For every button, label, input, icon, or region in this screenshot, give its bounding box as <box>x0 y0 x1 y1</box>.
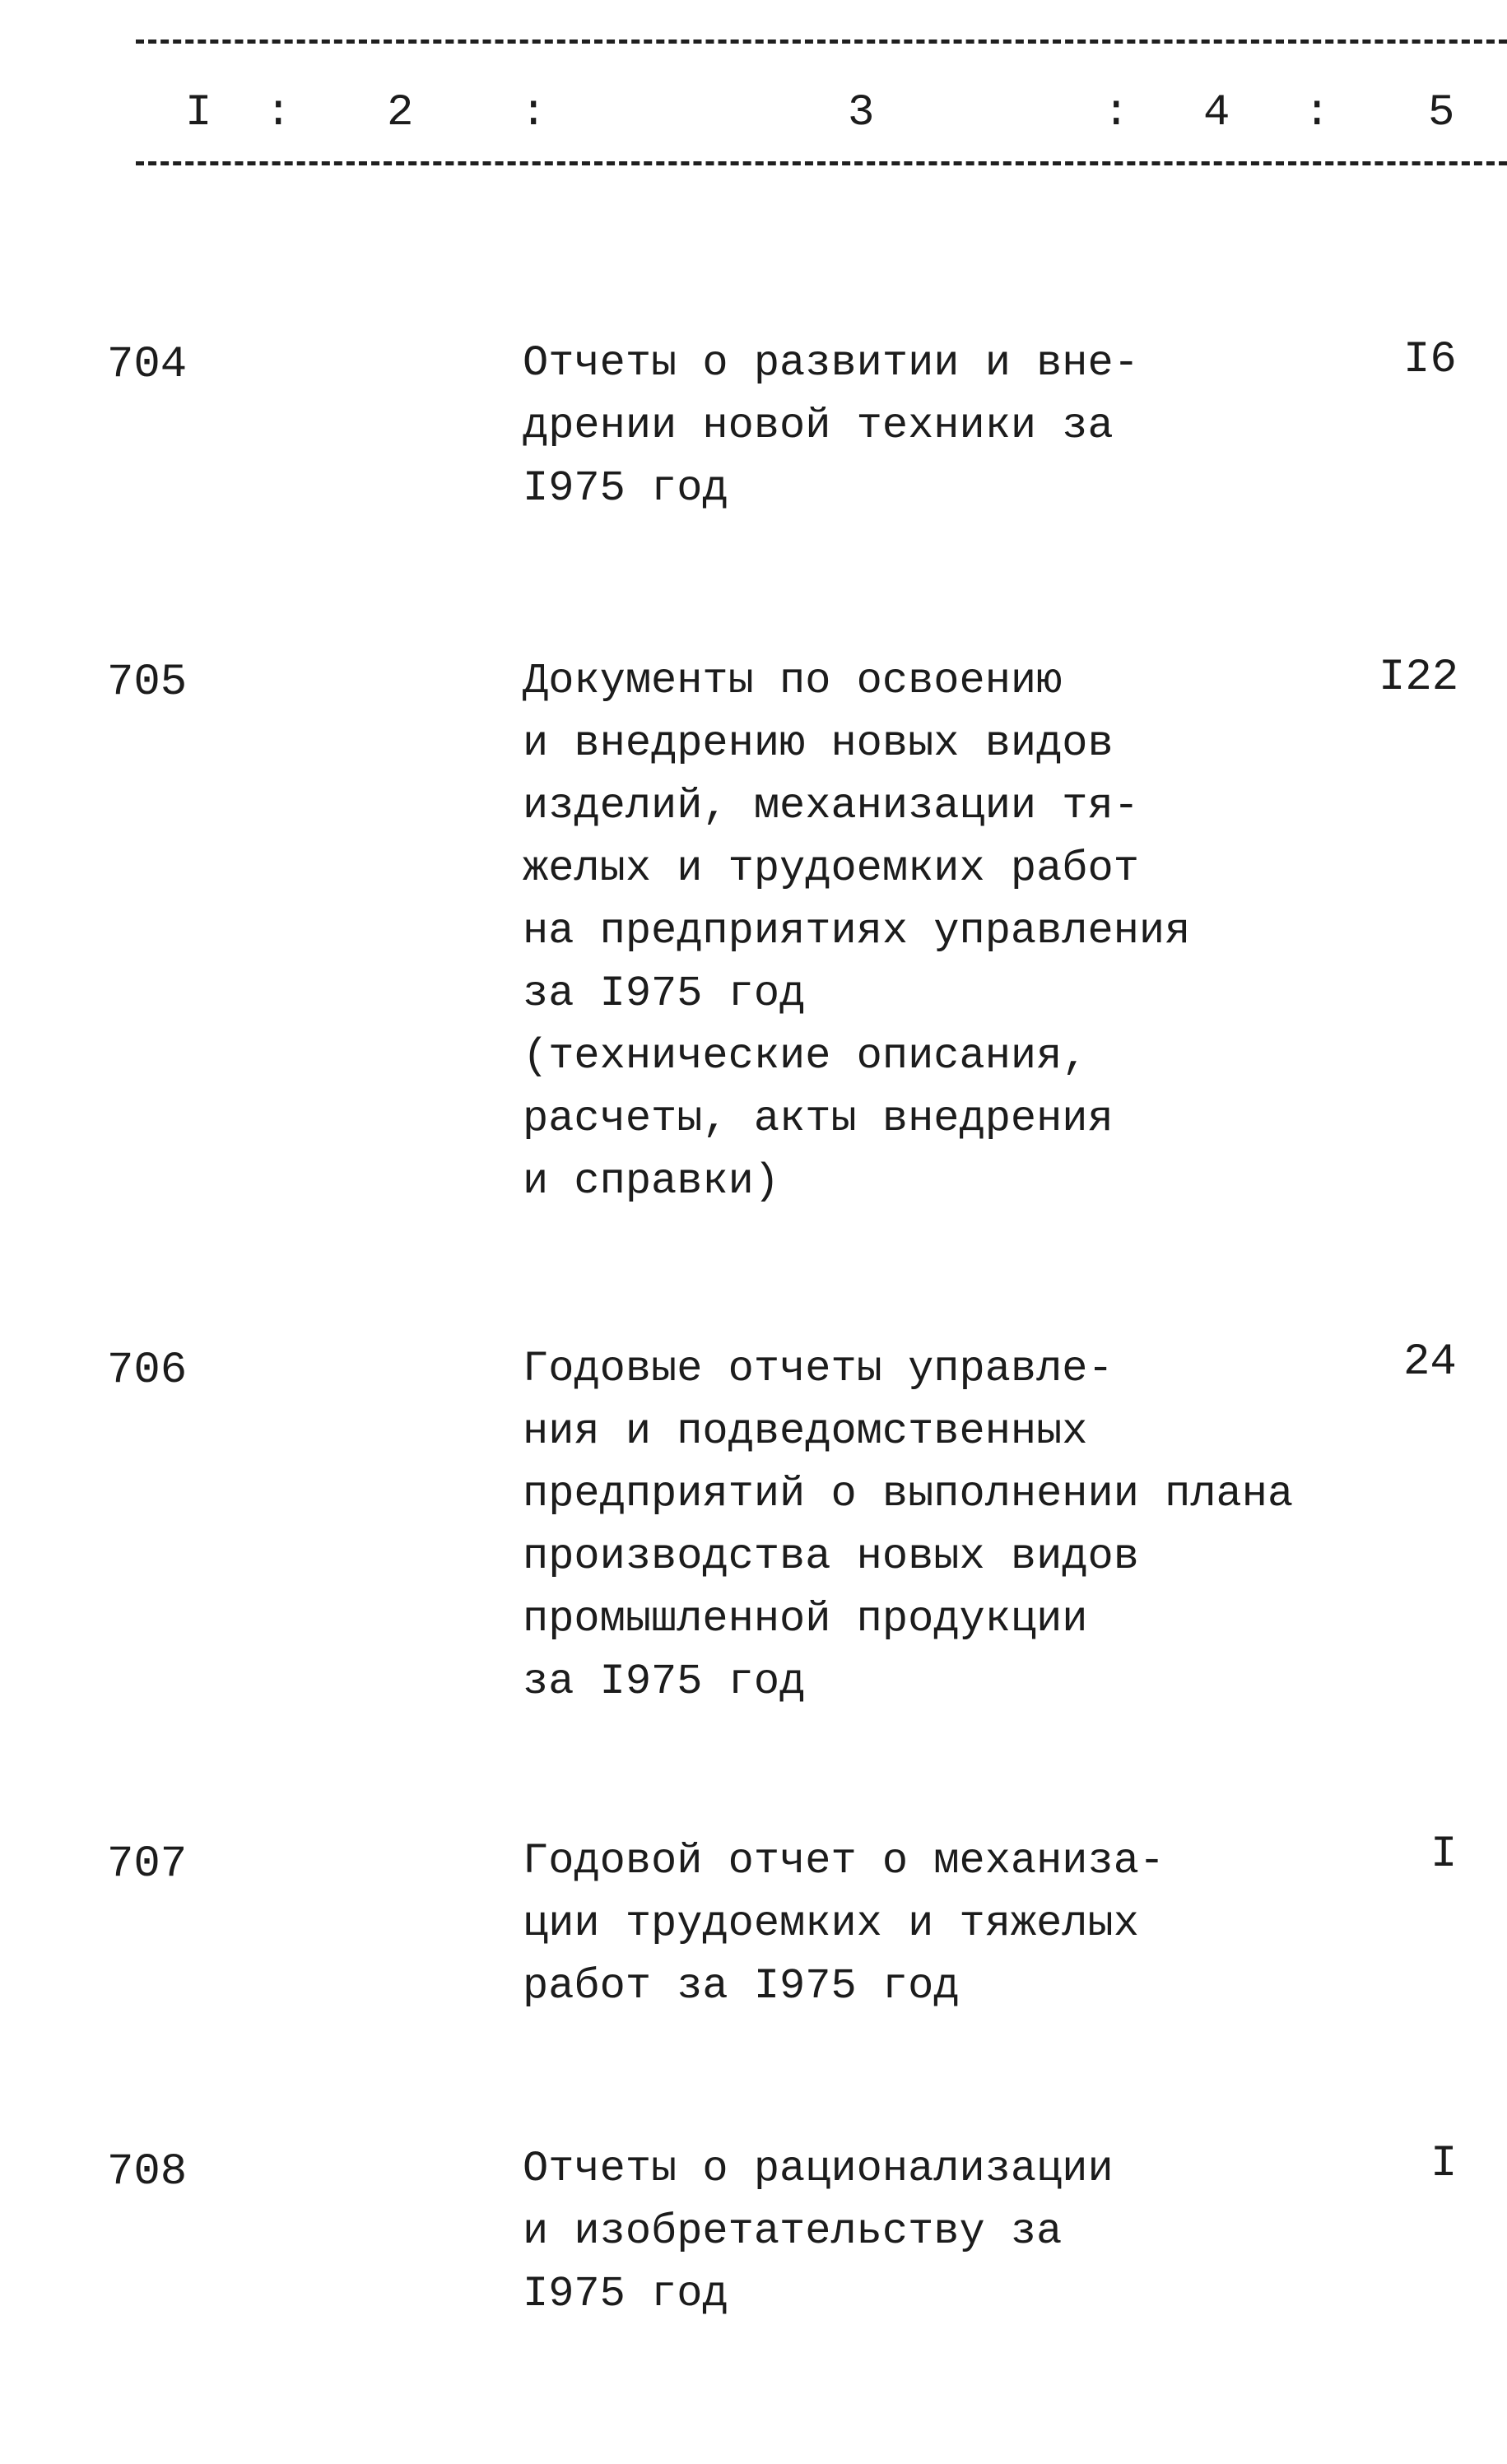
row-sheet-count: I22 <box>1379 653 1459 703</box>
column-separator: : <box>1103 88 1130 138</box>
column-separator: : <box>265 88 292 138</box>
header-bottom-rule <box>136 161 1507 165</box>
row-title: Отчеты о развитии и вне- дрении новой техники за I975 год <box>523 339 1139 513</box>
column-separator: : <box>1304 88 1331 138</box>
row-title: Годовой отчет о механиза- ции трудоемких и тяжелых работ за I975 год <box>523 1837 1165 2011</box>
row-title: Документы по освоению и внедрению новых видов изделий, механизации тя- желых и трудоемких работ на предприятиях управления за I975 год (технические описания, расчеты, акты внедрения и справки) <box>523 657 1191 1206</box>
row-index: 705 <box>107 658 188 708</box>
column-number-4: 4 <box>1203 88 1230 138</box>
column-number-5: 5 <box>1428 88 1455 138</box>
row-index: 708 <box>107 2147 188 2197</box>
column-number-1: I <box>185 88 212 138</box>
row-sheet-count: I <box>1430 1829 1458 1880</box>
row-sheet-count: I <box>1430 2139 1458 2189</box>
row-index: 706 <box>107 1346 188 1396</box>
column-separator: : <box>520 88 547 138</box>
row-sheet-count: I6 <box>1403 335 1457 385</box>
row-sheet-count: 24 <box>1403 1337 1457 1388</box>
row-title: Отчеты о рационализации и изобретательству за I975 год <box>523 2145 1114 2318</box>
column-number-2: 2 <box>387 88 414 138</box>
row-index: 707 <box>107 1839 188 1890</box>
header-top-rule <box>136 40 1507 44</box>
row-index: 704 <box>107 340 188 390</box>
row-title: Годовые отчеты управле- ния и подведомственных предприятий о выполнении плана производства новых видов промышленной продукции за I975 год <box>523 1345 1294 1706</box>
column-number-3: 3 <box>848 88 875 138</box>
